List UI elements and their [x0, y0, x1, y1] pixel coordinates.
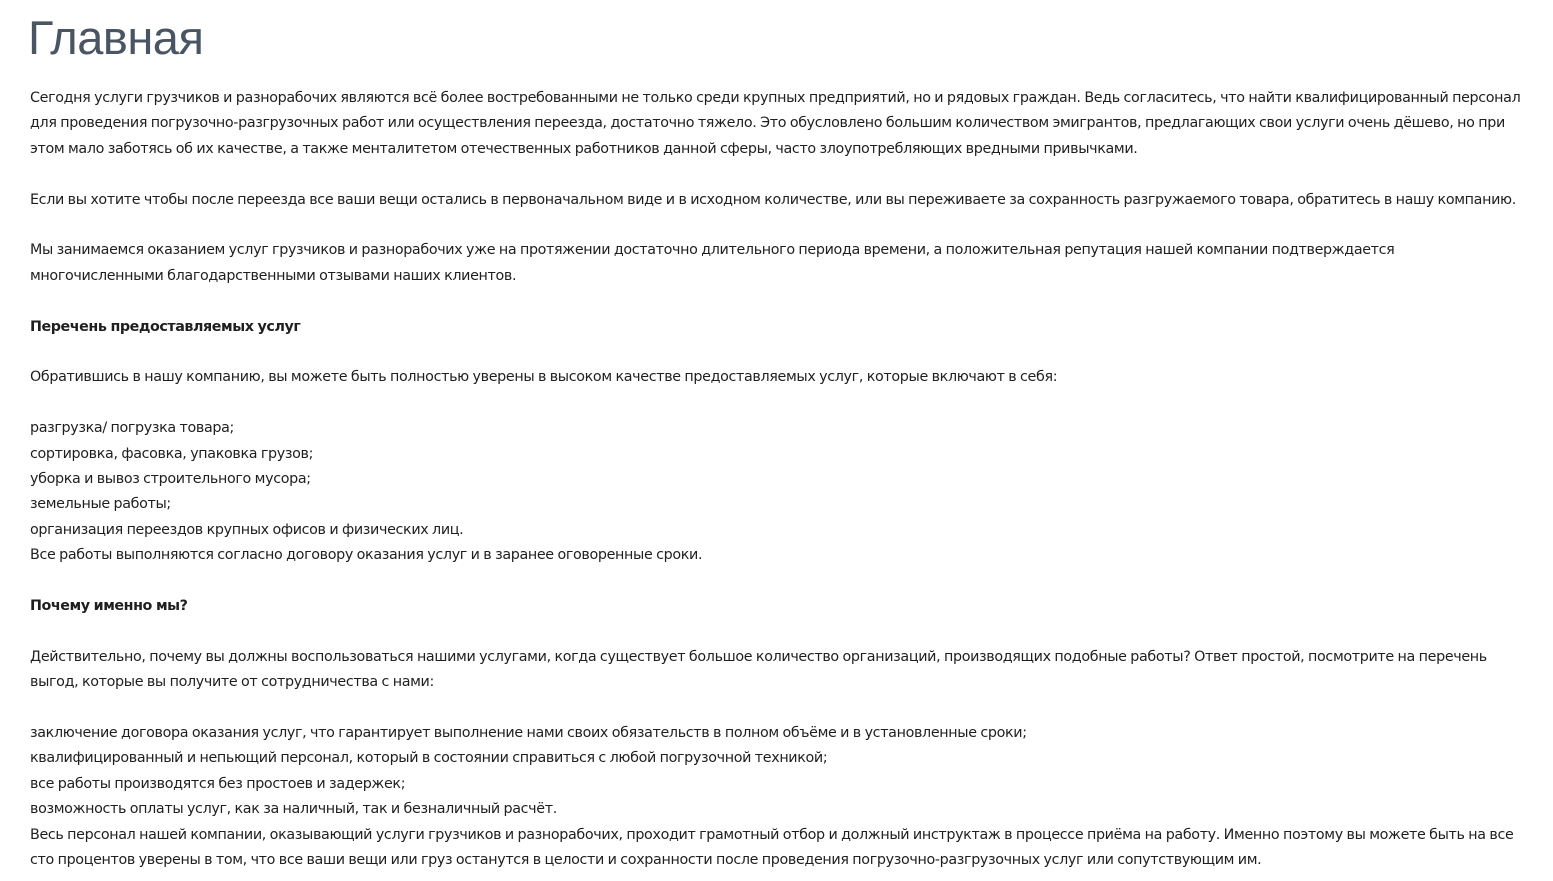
list-item: заключение договора оказания услуг, что гарантирует выполнение нами своих обязательств в полном объёме и в установленные сроки; [30, 725, 1027, 742]
services-intro: Обратившись в нашу компанию, вы можете быть полностью уверены в высоком качестве предоставляемых услуг, которые включают в себя: [30, 369, 1058, 386]
spacer [30, 391, 1530, 416]
article-body [30, 86, 1530, 873]
spacer [30, 340, 1530, 365]
page-container [30, 0, 1530, 873]
spacer [30, 213, 1530, 238]
list-item: возможность оплаты услуг, как за наличный, так и безналичный расчёт. [30, 801, 557, 818]
list-item: организация переездов крупных офисов и физических лиц. [30, 521, 464, 538]
list-item: квалифицированный и непьющий персонал, который в состоянии справиться с любой погрузочной техникой; [30, 750, 828, 767]
why-intro: Действительно, почему вы должны воспользоваться нашими услугами, когда существует большое количество организаций, производящих подобные работы? Ответ простой, посмотрите на перечень выгод, которые вы получите от сотрудничества с нами: [30, 648, 1487, 691]
list-item: уборка и вывоз строительного мусора; [30, 471, 311, 488]
closing-paragraph: Весь персонал нашей компании, оказывающий услуги грузчиков и разнорабочих, проходит грамотный отбор и должный инструктаж в процессе приёма на работу. Именно поэтому вы можете быть на все сто процентов уверены в том, что все ваши вещи или груз останутся в целости и сохранности после проведения погрузочно-разгрузочных услуг или сопутствующим им. [30, 826, 1514, 869]
spacer [30, 569, 1530, 594]
spacer [30, 619, 1530, 644]
services-note: Все работы выполняются согласно договору оказания услуг и в заранее оговоренные сроки. [30, 547, 703, 564]
benefits-list [30, 721, 1530, 823]
spacer [30, 289, 1530, 314]
list-item: земельные работы; [30, 496, 171, 513]
intro-paragraph-2: Если вы хотите чтобы после переезда все ваши вещи остались в первоначальном виде и в исходном количестве, или вы переживаете за сохранность разгружаемого товара, обратитесь в нашу компанию. [30, 191, 1516, 208]
services-heading: Перечень предоставляемых услуг [30, 318, 301, 335]
list-item: все работы производятся без простоев и задержек; [30, 775, 406, 792]
why-heading: Почему именно мы? [30, 598, 188, 615]
intro-paragraph-3: Мы занимаемся оказанием услуг грузчиков и разнорабочих уже на протяжении достаточно длительного периода времени, а положительная репутация нашей компании подтверждается многочисленными благодарственными отзывами наших клиентов. [30, 242, 1395, 284]
services-list [30, 416, 1530, 543]
intro-paragraph-1: Сегодня услуги грузчиков и разнорабочих являются всё более востребованными не только среди крупных предприятий, но и рядовых граждан. Ведь согласитесь, что найти квалифицированный персонал для проведения погрузочно-разгрузочных работ или осуществления переезда, достаточно тяжело. Это обусловлено большим количеством эмигрантов, предлагающих свои услуги очень дёшево, но при этом мало заботясь об их качестве, а также менталитетом отечественных работников данной сферы, часто злоупотребляющих вредными привычками. [30, 90, 1521, 157]
spacer [30, 696, 1530, 721]
page-title: Главная [28, 11, 204, 64]
list-item: разгрузка/ погрузка товара; [30, 420, 234, 437]
list-item: сортировка, фасовка, упаковка грузов; [30, 445, 314, 462]
spacer [30, 162, 1530, 187]
